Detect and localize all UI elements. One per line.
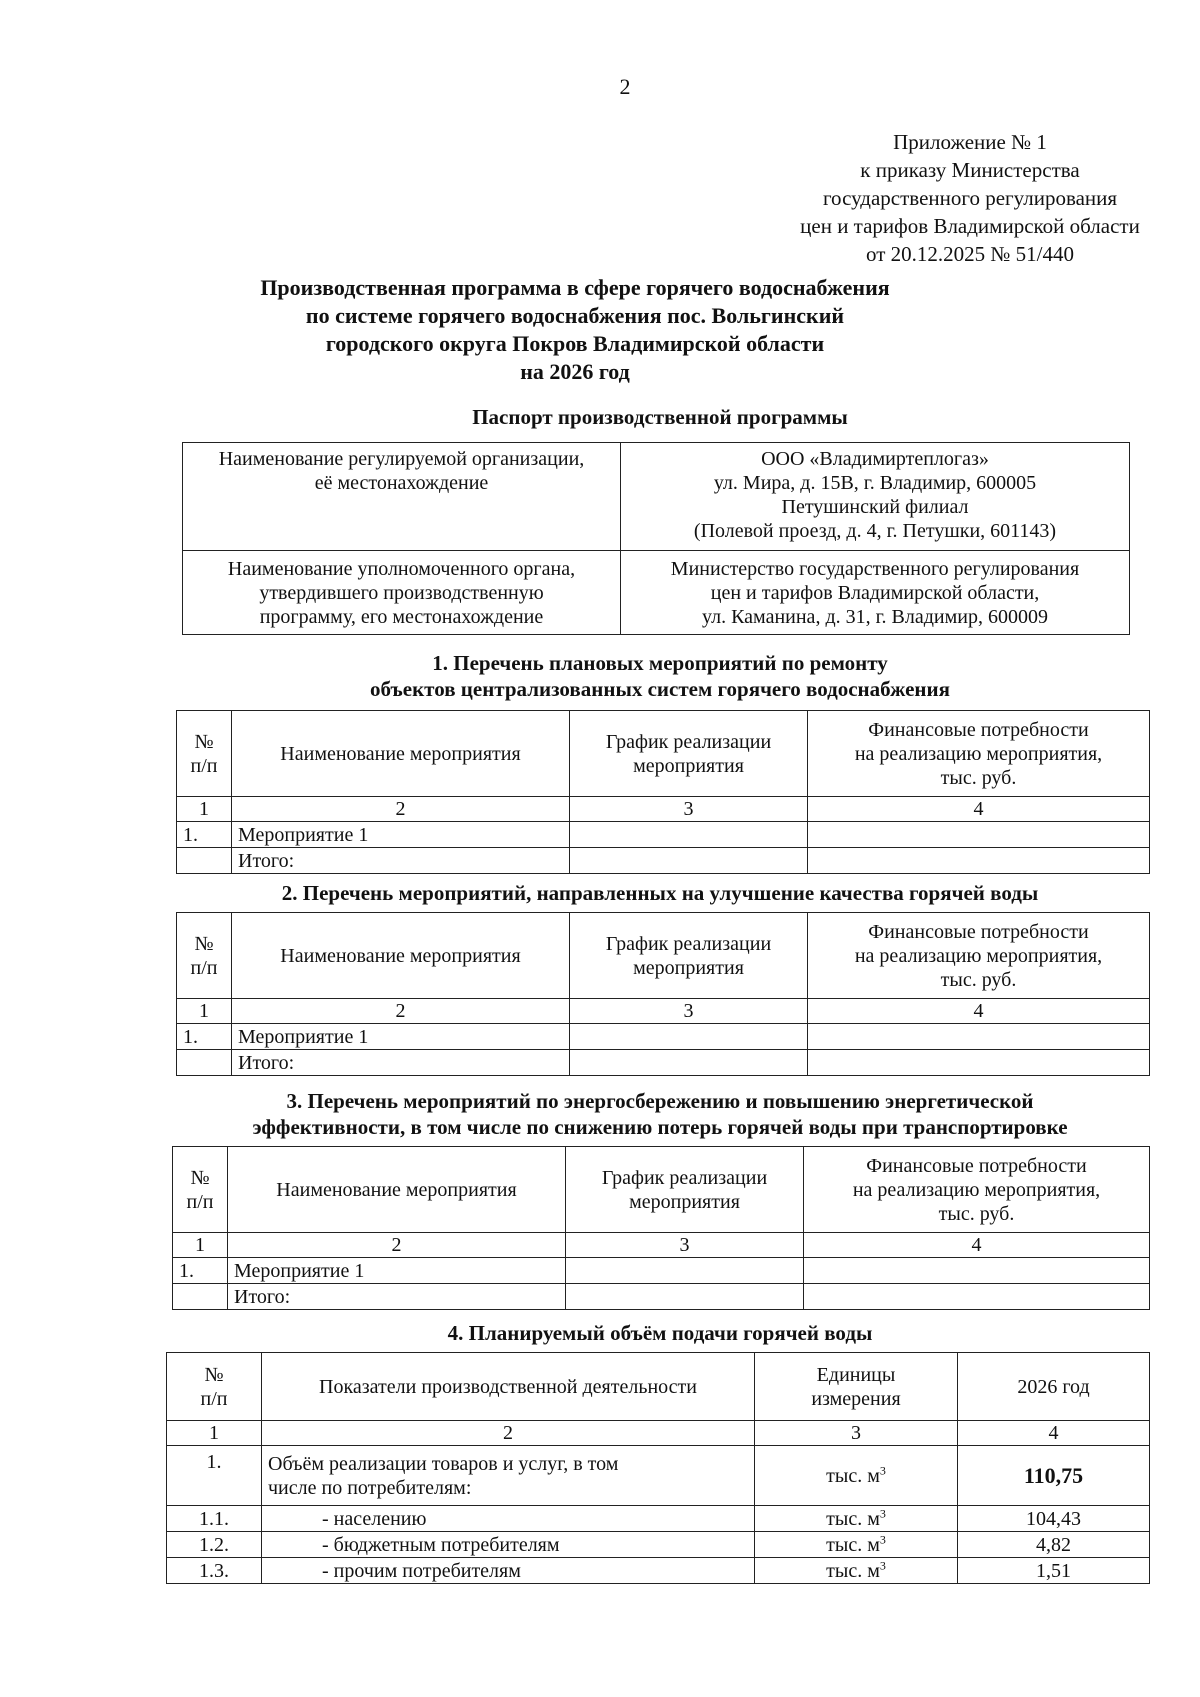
section2-heading: 2. Перечень мероприятий, направленных на улучшение качества горячей воды — [281, 881, 1039, 905]
row-value: 110,75 — [958, 1446, 1150, 1506]
section4-heading: 4. Планируемый объём подачи горячей воды — [447, 1321, 873, 1345]
row-schedule — [570, 1050, 808, 1076]
row-indicator: Объём реализации товаров и услуг, в том числе по потребителям: — [262, 1446, 755, 1506]
row-num — [173, 1284, 228, 1310]
col-number: 2 — [232, 797, 570, 822]
row-value: 4,82 — [958, 1532, 1150, 1558]
col-number: 4 — [804, 1233, 1150, 1258]
table-row — [167, 1532, 1150, 1558]
title-line: городского округа Покров Владимирской области — [325, 331, 825, 356]
col-number: 3 — [566, 1233, 804, 1258]
col-number: 2 — [228, 1233, 566, 1258]
col-number: 4 — [958, 1421, 1150, 1446]
row-schedule — [570, 1024, 808, 1050]
table-row — [173, 1284, 1150, 1310]
table-row — [183, 443, 1130, 551]
row-finance — [808, 1050, 1150, 1076]
row-indicator: - прочим потребителям — [262, 1558, 755, 1584]
table-row — [167, 1558, 1150, 1584]
col-number: 1 — [173, 1233, 228, 1258]
row-num: 1.3. — [167, 1558, 262, 1584]
table-row — [173, 1147, 1150, 1233]
row-unit: тыс. $м^3$ — [755, 1446, 958, 1506]
row-schedule — [570, 822, 808, 848]
row-value: 1,51 — [958, 1558, 1150, 1584]
table-row — [177, 822, 1150, 848]
section3-heading: 3. Перечень мероприятий по энергосбережению и повышению энергетической эффективности, в том числе по снижению потерь горячей воды при транспортировке — [252, 1089, 1068, 1139]
header-num: № п/п — [177, 913, 232, 999]
section1-heading: 1. Перечень плановых мероприятий по ремонту объектов централизованных систем горячего водоснабжения — [370, 651, 950, 701]
row-num: 1.2. — [167, 1532, 262, 1558]
col-number: 4 — [808, 999, 1150, 1024]
title-line: на 2026 год — [520, 359, 630, 384]
header-indicator: Показатели производственной деятельности — [262, 1353, 755, 1421]
header-finance: Финансовые потребности на реализацию мероприятия, тыс. руб. — [808, 711, 1150, 797]
table-row — [167, 1446, 1150, 1506]
title-line: Производственная программа в сфере горячего водоснабжения — [260, 275, 890, 300]
row-finance — [808, 822, 1150, 848]
row-unit: тыс. $м^3$ — [755, 1532, 958, 1558]
table-row — [177, 711, 1150, 797]
passport-heading: Паспорт производственной программы — [472, 405, 848, 429]
section3-table — [172, 1146, 1150, 1310]
table-row — [177, 1050, 1150, 1076]
table-row — [173, 1258, 1150, 1284]
row-unit: тыс. $м^3$ — [755, 1506, 958, 1532]
table-row — [177, 1024, 1150, 1050]
header-finance: Финансовые потребности на реализацию мероприятия, тыс. руб. — [808, 913, 1150, 999]
row-value: 104,43 — [958, 1506, 1150, 1532]
document-title — [200, 274, 950, 386]
total-label: Итого: — [232, 1050, 570, 1076]
table-row — [173, 1233, 1150, 1258]
col-number: 3 — [755, 1421, 958, 1446]
appendix-line: от 20.12.2025 № 51/440 — [865, 242, 1075, 266]
table-row — [167, 1421, 1150, 1446]
row-name: Мероприятие 1 — [232, 1024, 570, 1050]
col-number: 4 — [808, 797, 1150, 822]
title-line: по системе горячего водоснабжения пос. Вольгинский — [305, 303, 845, 328]
header-units: Единицы измерения — [755, 1353, 958, 1421]
row-num — [177, 848, 232, 874]
table-row — [167, 1353, 1150, 1421]
appendix-note — [760, 128, 1180, 268]
header-name: Наименование мероприятия — [232, 711, 570, 797]
passport-table — [182, 442, 1130, 635]
row-indicator: - населению — [262, 1506, 755, 1532]
passport-org-label: Наименование регулируемой организации, её местонахождение — [183, 443, 621, 551]
row-schedule — [566, 1284, 804, 1310]
col-number: 2 — [262, 1421, 755, 1446]
col-number: 2 — [232, 999, 570, 1024]
appendix-line: Приложение № 1 — [893, 130, 1047, 154]
table-row — [177, 848, 1150, 874]
table-row — [183, 551, 1130, 635]
table-row — [177, 999, 1150, 1024]
page-number: 2 — [619, 74, 631, 99]
appendix-line: к приказу Министерства — [860, 158, 1080, 182]
section1-table — [176, 710, 1150, 874]
header-schedule: График реализации мероприятия — [566, 1147, 804, 1233]
header-num: № п/п — [167, 1353, 262, 1421]
appendix-line: цен и тарифов Владимирской области — [800, 214, 1140, 238]
col-number: 1 — [177, 797, 232, 822]
header-schedule: График реализации мероприятия — [570, 913, 808, 999]
row-num: 1.1. — [167, 1506, 262, 1532]
col-number: 1 — [177, 999, 232, 1024]
header-num: № п/п — [173, 1147, 228, 1233]
passport-authority-value: Министерство государственного регулирования цен и тарифов Владимирской области, ул. Каманина, д. 31, г. Владимир, 600009 — [621, 551, 1130, 635]
row-finance — [808, 1024, 1150, 1050]
passport-authority-label: Наименование уполномоченного органа, утвердившего производственную программу, его местонахождение — [183, 551, 621, 635]
row-finance — [808, 848, 1150, 874]
row-num: 1. — [173, 1258, 228, 1284]
row-schedule — [570, 848, 808, 874]
row-name: Мероприятие 1 — [228, 1258, 566, 1284]
row-indicator: - бюджетным потребителям — [262, 1532, 755, 1558]
col-number: 1 — [167, 1421, 262, 1446]
row-unit: тыс. $м^3$ — [755, 1558, 958, 1584]
row-finance — [804, 1258, 1150, 1284]
header-name: Наименование мероприятия — [232, 913, 570, 999]
header-finance: Финансовые потребности на реализацию мероприятия, тыс. руб. — [804, 1147, 1150, 1233]
total-label: Итого: — [232, 848, 570, 874]
section4-table — [166, 1352, 1150, 1584]
table-row — [177, 913, 1150, 999]
header-schedule: График реализации мероприятия — [570, 711, 808, 797]
row-finance — [804, 1284, 1150, 1310]
header-num: № п/п — [177, 711, 232, 797]
passport-org-value: ООО «Владимиртеплогаз» ул. Мира, д. 15В, г. Владимир, 600005 Петушинский филиал (Полевой проезд, д. 4, г. Петушки, 601143) — [621, 443, 1130, 551]
total-label: Итого: — [228, 1284, 566, 1310]
table-row — [177, 797, 1150, 822]
header-name: Наименование мероприятия — [228, 1147, 566, 1233]
row-name: Мероприятие 1 — [232, 822, 570, 848]
row-schedule — [566, 1258, 804, 1284]
table-row — [167, 1506, 1150, 1532]
row-num: 1. — [177, 822, 232, 848]
col-number: 3 — [570, 797, 808, 822]
row-num: 1. — [167, 1446, 262, 1506]
section2-table — [176, 912, 1150, 1076]
header-year: 2026 год — [958, 1353, 1150, 1421]
appendix-line: государственного регулирования — [822, 186, 1118, 210]
row-num — [177, 1050, 232, 1076]
row-num: 1. — [177, 1024, 232, 1050]
col-number: 3 — [570, 999, 808, 1024]
